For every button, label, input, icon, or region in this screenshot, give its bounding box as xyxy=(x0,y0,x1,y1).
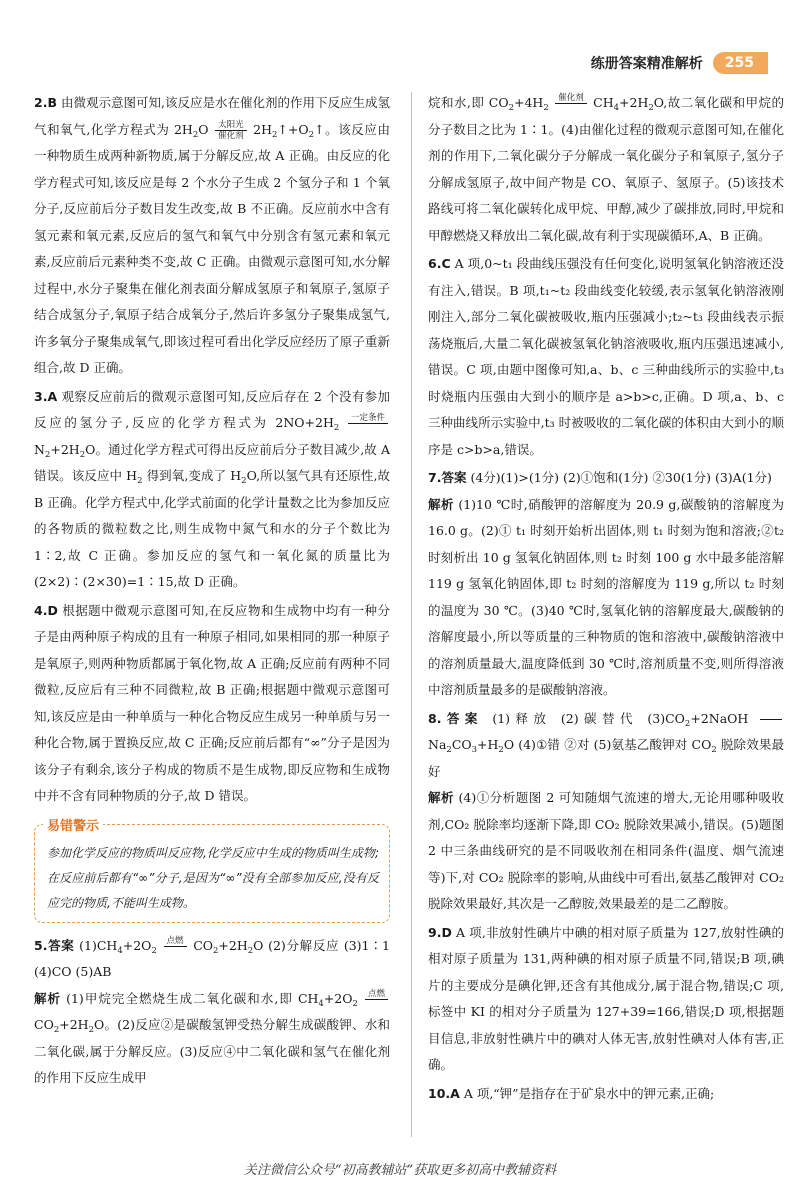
question-5-continued: 烷和水,即 $CO_2+4H_2$ 催化剂 $CH_4+2H_2O$,故二氧化碳和甲烷的分子数目之比为 1∶1。(4)由催化过程的微观示意图可知,在催化剂的作用下,二氧化碳分子分解成一氧化碳分子和氧原子,氢分子分解成氢原子,故中间产物是 CO、氧原子、氢原子。(5)该技术路线可将二氧化碳转化成甲烷、甲醇,减少了碳排放,同时,甲烷和甲醇燃烧又释放出二氧化碳,故有利于实现碳循环,A、B 正确。 xyxy=(428,93,784,243)
question-number: 10.A xyxy=(428,1085,460,1101)
reaction-condition: 点燃 xyxy=(365,989,388,1010)
reaction-condition: 太阳光 催化剂 xyxy=(215,120,247,141)
reaction-condition: 点燃 xyxy=(164,936,187,957)
right-column xyxy=(428,90,784,1109)
question-number: 2.B xyxy=(34,95,57,110)
question-number: 5.答案 xyxy=(34,937,75,953)
question-5: 5.答案 $(1)CH_4+2O_2$ 点燃 $CO_2+2H_2O$ (2)分解反应 (3)1∶1 (4)CO (5)AB 解析 (1)甲烷完全燃烧生成二氧化碳和水,即 $CH_4+2O_2$ 点燃 $CO_2+2H_2O$。(2)反应②是碳酸氢钾受热分解生成碳酸钾、水和二氧化碳,属于分解反应。(3)反应④中二氧化碳和氢气在催化剂的作用下反应生成甲 xyxy=(34,935,390,1085)
question-4-text: 根据题中微观示意图可知,在反应物和生成物中均有一种分子是由两种原子构成的且有一种原子相同,如果相同的那一种原子是氧原子,则两种物质都属于氧化物,故 A 正确;反应前有两种不同微粒,反应后有三种不同微粒,故 B 正确;根据题中微观示意图可知,该反应是由一种单质与一种化合物反应生成另一种单质与另一种化合物,属于置换反应,故 C 正确;反应前后都有“∞”分子是因为该分子有剩余,该分子构成的物质不是生成物,即反应物和生成物中并不含有同种物质的分子,故 D 错误。 xyxy=(34,602,390,803)
question-9-text: A 项,非放射性碘片中碘的相对原子质量为 127,放射性碘的相对原子质量为 131,两种碘的相对原子质量不同,错误;B 项,碘片的主要成分是碘化钾,还含有其他成分,属于混合物,错误;C 项,标签中 KI 的相对分子质量为 127+39=166,错误;D 项,根据题目信息,非放射性碘片中的碘对人体无害,放射性碘对人体有害,正确。 xyxy=(428,924,785,1072)
column-divider xyxy=(411,92,412,1137)
reaction-equals xyxy=(760,709,782,730)
question-8: 8.答案 (1)释放 (2)碳替代 $(3)CO_2+2NaOH$ $Na_2CO_3+H_2O$ (4)①错 ②对 (5)氨基乙酸钾对 $CO_2$ 脱除效果最好 解析 (4)①分析题图 2 可知随烟气流速的增大,无论用哪种吸收剂,CO₂ 脱除率均逐渐下降,即 CO₂ 脱除效果减小,错误。(5)题图 2 中三条曲线研究的是不同吸收剂在相同条件(温度、烟气流速等)下,对 CO₂ 脱除率的影响,从曲线中可看出,氨基乙酸钾对 CO₂ 脱除效果最好,其次是一乙醇胺,效果最差的是二乙醇胺。 xyxy=(428,710,784,911)
question-7-answer: (4分)(1)>(1分) (2)①饱和(1分) ②30(1分) (3)A(1分) xyxy=(470,470,772,485)
reaction-condition: 一定条件 xyxy=(348,413,388,434)
explanation-label: 解析 xyxy=(34,990,62,1006)
question-7-text: (1)10 ℃时,硝酸钾的溶解度为 20.9 g,碳酸钠的溶解度为 16.0 g。(2)① t₁ 时刻开始析出固体,则 t₁ 时刻为饱和溶液;②t₂ 时刻析出 10 g 氢氧化钠固体,则 t₂ 时刻 100 g 水中最多能溶解 119 g 氢氧化钠固体,即 t₂ 时刻的溶解度为 119 g,所以 t₂ 时刻的温度为 30 ℃。(3)40 ℃时,氢氧化钠的溶解度最大,碳酸钠的溶解度最小,所以等质量的三种物质的饱和溶液中,碳酸钠溶液中的溶剂质量最大,温度降低到 30 ℃时,溶剂质量不变,则所得溶液中溶剂质量最多的是碳酸钠溶液。 xyxy=(428,496,784,697)
question-10-text: A 项,“钾”是指存在于矿泉水中的钾元素,正确; xyxy=(463,1085,715,1101)
header-title: 练册答案精准解析 xyxy=(590,56,703,72)
question-6-text: A 项,0~t₁ 段曲线压强没有任何变化,说明氢氧化钠溶液还没有注入,错误。B 项,t₁~t₂ 段曲线变化较缓,表示氢氧化钠溶液刚刚注入,部分二氧化碳被吸收,瓶内压强减小;t₂~t₃ 段曲线表示振荡烧瓶后,大量二氧化碳被氢氧化钠溶液吸收,瓶内压强迅速减小,错误。C 项,由题中图像可知,a、b、c 三种曲线所示的实验中,t₃ 时烧瓶内压强由大到小的顺序是 a>b>c,正确。D 项,a、b、c 三种曲线所示实验中,t₃ 时被吸收的二氧化碳的体积由大到小的顺序是 c>b>a,错误。 xyxy=(428,256,784,457)
reaction-condition: 催化剂 xyxy=(555,93,587,114)
question-7 xyxy=(428,465,784,704)
question-number: 9.D xyxy=(428,924,452,940)
question-8-text: (4)①分析题图 2 可知随烟气流速的增大,无论用哪种吸收剂,CO₂ 脱除率均逐渐下降,即 CO₂ 脱除效果减小,错误。(5)题图 2 中三条曲线研究的是不同吸收剂在相同条件(温度、烟气流速等)下,对 CO₂ 脱除率的影响,从曲线中可看出,氨基乙酸钾对 CO₂ 脱除效果最好,其次是一乙醇胺,效果最差的是二乙醇胺。 xyxy=(428,790,784,911)
page-footer: 关注微信公众号“初高教辅站”获取更多初高中教辅资料 xyxy=(243,1163,557,1178)
common-mistake-text: 参加化学反应的物质叫反应物,化学反应中生成的物质叫生成物;在反应前后都有“∞”分子,是因为“∞”没有全部参加反应,没有反应完的物质,不能叫生成物。 xyxy=(47,845,379,910)
question-number: 3.A xyxy=(34,388,58,404)
explanation-label: 解析 xyxy=(428,496,454,512)
explanation-label: 解析 xyxy=(428,790,455,805)
question-number: 4.D xyxy=(34,602,58,618)
question-6 xyxy=(428,251,784,463)
question-2: 2.B 由微观示意图可知,该反应是水在催化剂的作用下反应生成氢气和氧气,化学方程式为 $2H_2O$ 太阳光 催化剂 $2H_2↑+O_2↑$。该反应由一种物质生成两种新物质,属于分解反应,故 A 正确。由反应的化学方程式可知,该反应是每 2 个水分子生成 2 个氢分子和 1 个氧分子,反应前后分子数目发生改变,故 B 不正确。反应前水中含有氢元素和氧元素,反应后的氢气和氧气中分别含有氢元素和氧元素,反应前后元素种类不变,故 C 正确。由微观示意图可知,水分解过程中,水分子聚集在催化剂表面分解成氢原子和氧原子,氢原子结合成氢分子,氧原子结合成氧分子,然后许多氢分子聚集成氢气,许多氧分子聚集成氧气,即该过程可看出化学反应经历了原子重新组合,故 D 正确。 xyxy=(34,95,390,375)
question-number: 8.答案 xyxy=(428,710,483,726)
common-mistake-box xyxy=(34,818,390,923)
left-column xyxy=(34,90,390,1094)
question-9 xyxy=(428,920,784,1079)
page-number-badge: 255 xyxy=(713,52,768,74)
question-number: 7.答案 xyxy=(428,470,467,485)
common-mistake-title: 易错警示 xyxy=(43,814,103,839)
page-header xyxy=(591,50,768,76)
question-10 xyxy=(428,1081,784,1108)
question-3: 3.A 观察反应前后的微观示意图可知,反应后存在 2 个没有参加反应的氢分子,反应的化学方程式为 $2NO+2H_2$ 一定条件 $N_2+2H_2O$。通过化学方程式可得出反应前后分子数目减少,故 A 错误。该反应中 $H_2$ 得到氧,变成了 $H_2O$,所以氢气具有还原性,故 B 正确。化学方程式中,化学式前面的化学计量数之比为参加反应的各物质的微粒数之比,则生成物中氮气和水的分子个数比为 1∶2,故 C 正确。参加反应的氢气和一氧化氮的质量比为(2×2)∶(2×30)=1∶15,故 D 正确。 xyxy=(34,388,391,589)
question-number: 6.C xyxy=(428,256,451,271)
question-4 xyxy=(34,598,390,810)
